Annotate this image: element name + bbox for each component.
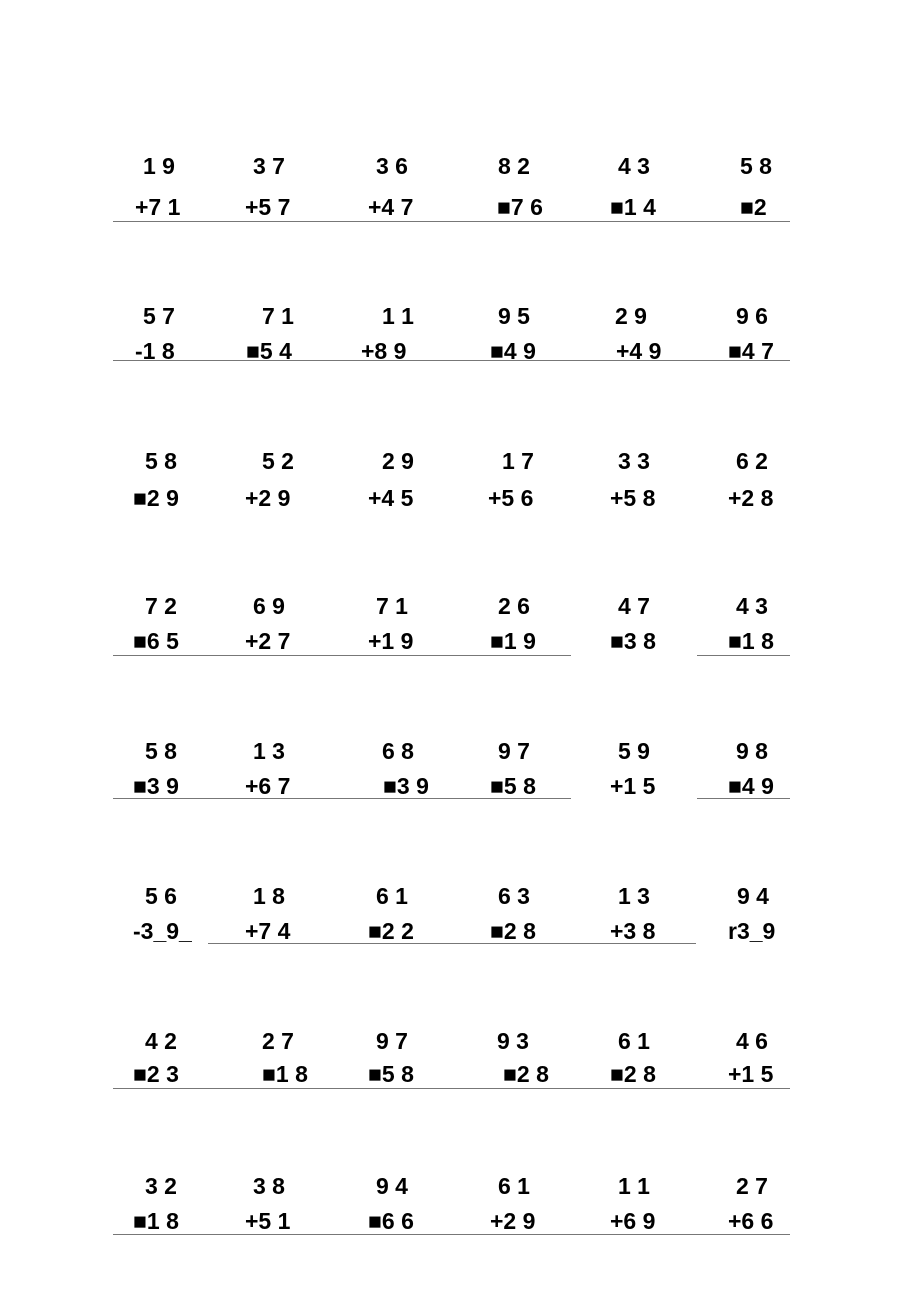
problem-top-number: 9 7 [498, 738, 530, 764]
problem-top-number: 5 8 [145, 448, 177, 474]
answer-line [697, 655, 790, 656]
problem-top-number: 6 1 [498, 1173, 530, 1199]
answer-line [208, 943, 696, 944]
problem-bottom-operand: +6 9 [610, 1208, 656, 1234]
problem-top-number: 3 8 [253, 1173, 285, 1199]
answer-line [113, 1234, 790, 1235]
problem-bottom-operand: ■5 8 [368, 1061, 414, 1087]
problem-top-number: 5 9 [618, 738, 650, 764]
problem-row [0, 305, 920, 415]
answer-line [113, 1088, 790, 1089]
problem-bottom-operand: ■2 2 [368, 918, 414, 944]
problem-bottom-operand: ■4 7 [728, 338, 774, 364]
problem-bottom-operand: r3_9 [728, 918, 776, 944]
problem-bottom-operand: ■4 9 [490, 338, 536, 364]
problem-bottom-operand: +2 7 [245, 628, 291, 654]
problem-top-number: 6 1 [618, 1028, 650, 1054]
problem-bottom-operand: +1 5 [728, 1061, 774, 1087]
problem-bottom-operand: +5 8 [610, 485, 656, 511]
problem-bottom-operand: +8 9 [361, 338, 407, 364]
problem-top-number: 4 3 [618, 153, 650, 179]
problem-bottom-operand: ■1 8 [262, 1061, 308, 1087]
problem-top-number: 2 9 [382, 448, 414, 474]
problem-bottom-operand: +5 1 [245, 1208, 291, 1234]
problem-top-number: 2 6 [498, 593, 530, 619]
problem-top-number: 9 4 [376, 1173, 408, 1199]
problem-top-number: 5 8 [740, 153, 772, 179]
problem-top-number: 9 3 [497, 1028, 529, 1054]
problem-bottom-operand: +2 9 [245, 485, 291, 511]
problem-top-number: 1 1 [382, 303, 414, 329]
answer-line [697, 798, 790, 799]
problem-top-number: 5 8 [145, 738, 177, 764]
answer-line [113, 221, 790, 222]
problem-bottom-operand: ■2 8 [503, 1061, 549, 1087]
problem-bottom-operand: ■1 8 [728, 628, 774, 654]
problem-bottom-operand: +5 7 [245, 194, 291, 220]
problem-bottom-operand: +2 9 [490, 1208, 536, 1234]
problem-top-number: 1 7 [502, 448, 534, 474]
problem-top-number: 7 1 [262, 303, 294, 329]
problem-top-number: 1 3 [618, 883, 650, 909]
problem-bottom-operand: ■1 9 [490, 628, 536, 654]
problem-top-number: 9 8 [736, 738, 768, 764]
problem-bottom-operand: ■3 8 [610, 628, 656, 654]
problem-bottom-operand: ■6 6 [368, 1208, 414, 1234]
problem-row [0, 740, 920, 850]
problem-top-number: 1 8 [253, 883, 285, 909]
problem-bottom-operand: ■5 4 [246, 338, 292, 364]
problem-top-number: 3 2 [145, 1173, 177, 1199]
answer-line [113, 360, 790, 361]
problem-top-number: 3 3 [618, 448, 650, 474]
problem-bottom-operand: +2 8 [728, 485, 774, 511]
problem-top-number: 9 7 [376, 1028, 408, 1054]
problem-top-number: 9 5 [498, 303, 530, 329]
problem-bottom-operand: +4 9 [616, 338, 662, 364]
problem-top-number: 1 1 [618, 1173, 650, 1199]
problem-bottom-operand: ■1 8 [133, 1208, 179, 1234]
problem-bottom-operand: ■2 3 [133, 1061, 179, 1087]
problem-bottom-operand: ■2 [740, 194, 767, 220]
problem-top-number: 7 2 [145, 593, 177, 619]
problem-bottom-operand: -3_9_ [133, 918, 192, 944]
problem-bottom-operand: -1 8 [135, 338, 175, 364]
problem-bottom-operand: ■3 9 [383, 773, 429, 799]
problem-bottom-operand: ■1 4 [610, 194, 656, 220]
problem-bottom-operand: ■2 9 [133, 485, 179, 511]
problem-top-number: 6 8 [382, 738, 414, 764]
problem-top-number: 5 7 [143, 303, 175, 329]
problem-top-number: 2 9 [615, 303, 647, 329]
problem-bottom-operand: +4 5 [368, 485, 414, 511]
problem-top-number: 8 2 [498, 153, 530, 179]
problem-top-number: 3 7 [253, 153, 285, 179]
problem-bottom-operand: +7 1 [135, 194, 181, 220]
problem-bottom-operand: +6 7 [245, 773, 291, 799]
problem-bottom-operand: +3 8 [610, 918, 656, 944]
problem-top-number: 4 3 [736, 593, 768, 619]
answer-line [113, 798, 571, 799]
problem-top-number: 6 3 [498, 883, 530, 909]
problem-top-number: 6 9 [253, 593, 285, 619]
problem-top-number: 4 2 [145, 1028, 177, 1054]
problem-top-number: 7 1 [376, 593, 408, 619]
problem-top-number: 6 1 [376, 883, 408, 909]
problem-row [0, 155, 920, 265]
problem-bottom-operand: ■2 8 [490, 918, 536, 944]
problem-top-number: 9 4 [737, 883, 769, 909]
problem-bottom-operand: +6 6 [728, 1208, 774, 1234]
problem-top-number: 1 3 [253, 738, 285, 764]
problem-top-number: 2 7 [736, 1173, 768, 1199]
problem-bottom-operand: +7 4 [245, 918, 291, 944]
problem-top-number: 5 2 [262, 448, 294, 474]
problem-bottom-operand: +5 6 [488, 485, 534, 511]
problem-row [0, 595, 920, 705]
problem-row [0, 1175, 920, 1285]
problem-bottom-operand: ■7 6 [497, 194, 543, 220]
answer-line [113, 655, 571, 656]
problem-bottom-operand: ■2 8 [610, 1061, 656, 1087]
problem-top-number: 9 6 [736, 303, 768, 329]
problem-top-number: 5 6 [145, 883, 177, 909]
problem-bottom-operand: ■4 9 [728, 773, 774, 799]
problem-top-number: 2 7 [262, 1028, 294, 1054]
problem-bottom-operand: ■6 5 [133, 628, 179, 654]
problem-row [0, 450, 920, 560]
problem-top-number: 6 2 [736, 448, 768, 474]
problem-top-number: 1 9 [143, 153, 175, 179]
problem-bottom-operand: +4 7 [368, 194, 414, 220]
problem-bottom-operand: ■5 8 [490, 773, 536, 799]
problem-row [0, 1030, 920, 1140]
problem-top-number: 3 6 [376, 153, 408, 179]
problem-bottom-operand: ■3 9 [133, 773, 179, 799]
problem-top-number: 4 6 [736, 1028, 768, 1054]
problem-bottom-operand: +1 9 [368, 628, 414, 654]
problem-row [0, 885, 920, 995]
problem-bottom-operand: +1 5 [610, 773, 656, 799]
problem-top-number: 4 7 [618, 593, 650, 619]
